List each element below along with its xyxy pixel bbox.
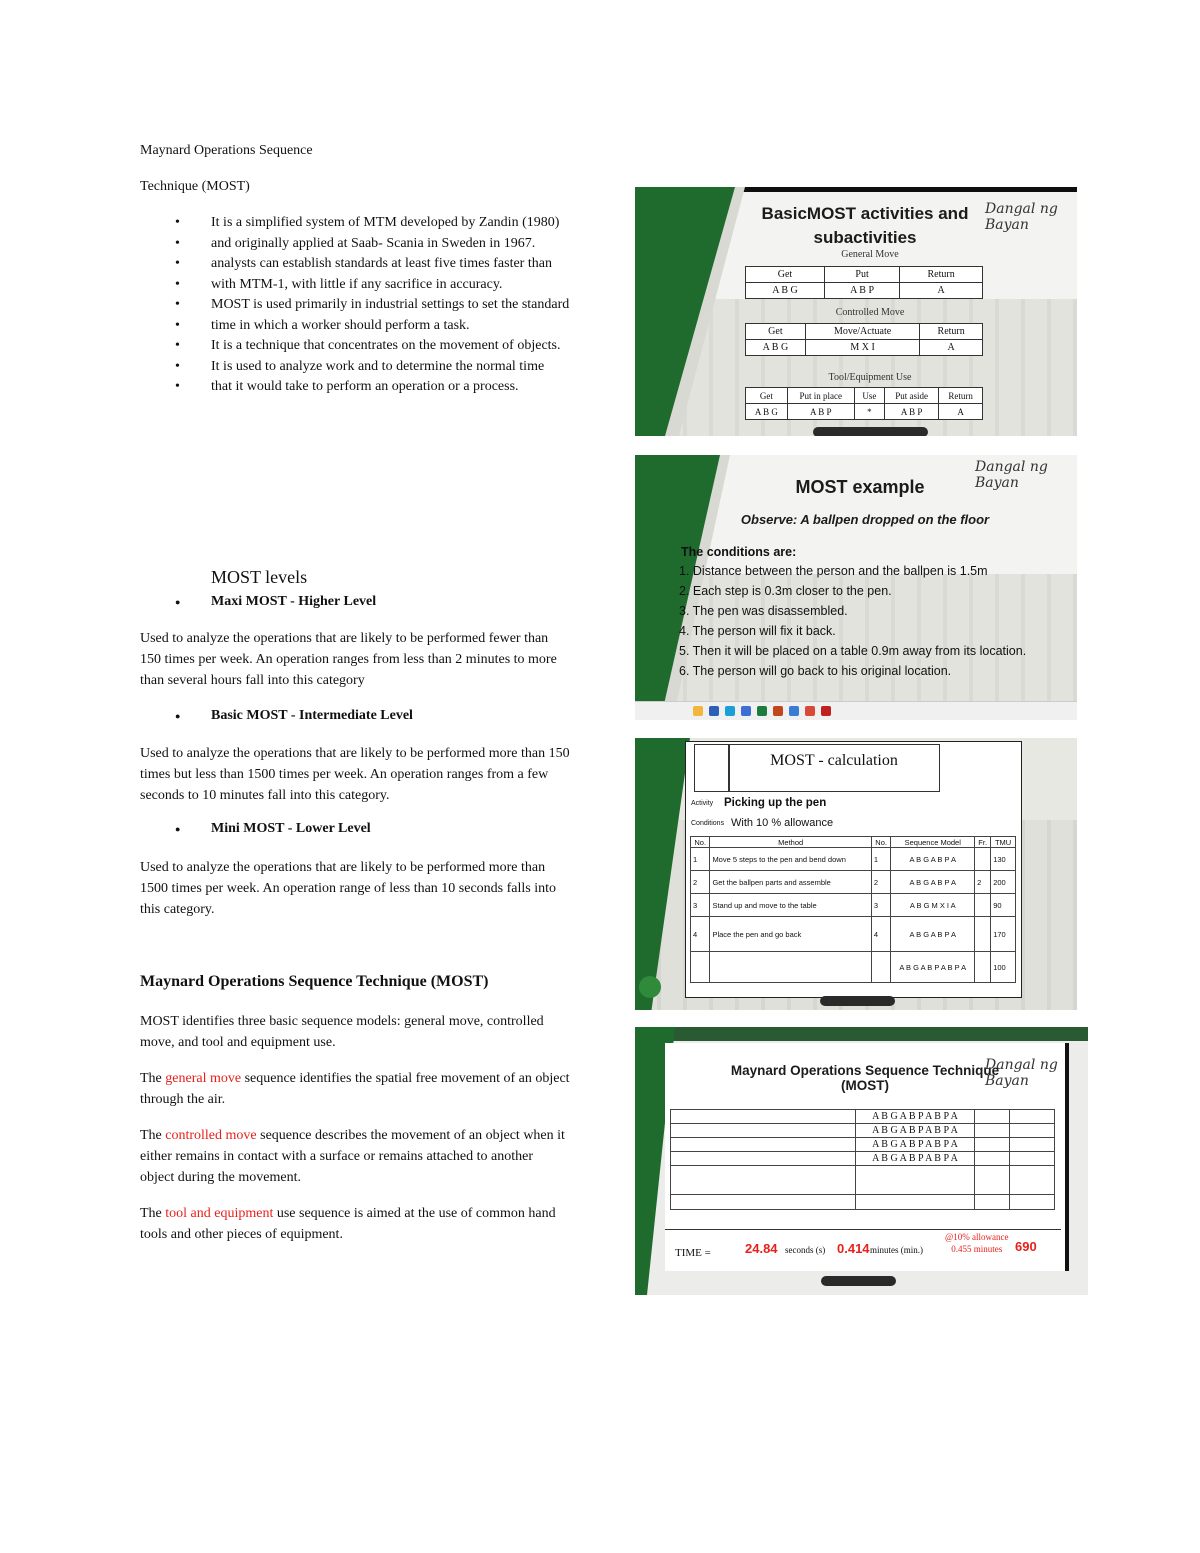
slide-basicmost-activities (635, 187, 1077, 436)
total-tmu: 690 (1015, 1239, 1037, 1254)
table-row: A B G A B P A B P A (671, 1124, 1055, 1138)
bullet-item: • that it would take to perform an operation or a process. (175, 377, 575, 398)
doc-title-line1: Maynard Operations Sequence (140, 143, 313, 158)
seconds-unit: seconds (s) (785, 1245, 826, 1255)
bullet-item: • It is used to analyze work and to determine the normal time (175, 357, 575, 378)
minutes-unit: minutes (min.) (870, 1245, 923, 1255)
sequence-table (690, 836, 1016, 983)
university-seal-icon (639, 976, 661, 998)
table-row (671, 1195, 1055, 1210)
taskbar-powerpoint-icon[interactable] (773, 706, 783, 716)
activity-label: Activity (691, 800, 714, 807)
controlled-move-caption: Controlled Move (835, 307, 905, 318)
bullet-item: • analysts can establish standards at least five times faster than (175, 254, 575, 275)
condition-item: 2. Each step is 0.3m closer to the pen. (679, 584, 892, 598)
activity-value: Picking up the pen (724, 797, 827, 809)
condition-item: 5. Then it will be placed on a table 0.9m away from its location. (679, 644, 1027, 658)
result-sequence-table (670, 1109, 1055, 1210)
time-seconds: 24.84 (745, 1241, 778, 1256)
general-move-term: general move (165, 1071, 242, 1086)
table-row: A B G A B P A B P A 100 (691, 952, 1016, 983)
table-row: 2 Get the ballpen parts and assemble 2 A B G A B P A 2 200 (691, 871, 1016, 894)
slide4-title: Maynard Operations Sequence Technique (MOST) (730, 1063, 1000, 1093)
taskbar-folder-icon[interactable] (693, 706, 703, 716)
conditions-value: With 10 % allowance (731, 817, 834, 829)
basic-most-label: ● Basic MOST - Intermediate Level (175, 708, 413, 724)
tool-equipment-term: tool and equipment (165, 1206, 274, 1221)
time-minutes: 0.414 (837, 1241, 870, 1256)
slide-most-example (635, 455, 1077, 720)
tool-use-caption: Tool/Equipment Use (828, 372, 912, 383)
intro-paragraph: MOST identifies three basic sequence models: general move, controlled move, and tool and equipment use. (140, 1014, 544, 1050)
bullet-item: • with MTM-1, with little if any sacrifice in accuracy. (175, 275, 575, 296)
conditions-label: Conditions (691, 820, 725, 827)
condition-item: 3. The pen was disassembled. (679, 604, 848, 618)
controlled-move-table: Get Move/Actuate Return A B G M X I A (745, 323, 983, 356)
slide2-conditions-list (679, 564, 1026, 684)
slide3-presentation-controls[interactable] (820, 996, 895, 1006)
slide2-title: MOST example (795, 477, 925, 497)
most-levels-heading: MOST levels (211, 567, 308, 587)
table-row: A B G A B P A B P A (671, 1138, 1055, 1152)
table-header-row: No. Method No. Sequence Model Fr. TMU (691, 837, 1016, 848)
tool-use-table: Get Put in place Use Put aside Return A B G A B P * A B P A (745, 387, 983, 420)
taskbar-app-icon[interactable] (709, 706, 719, 716)
intro-bullet-list (175, 213, 575, 398)
calculation-sheet (685, 741, 1022, 998)
table-row: A B G A B P A B P A (671, 1152, 1055, 1166)
table-row: 1 Move 5 steps to the pen and bend down 1 A B G A B P A 130 (691, 848, 1016, 871)
condition-item: 1. Distance between the person and the ballpen is 1.5m (679, 564, 988, 578)
sheet-arrow-icon (694, 744, 730, 792)
table-row: 4 Place the pen and go back 4 A B G A B P A 170 (691, 917, 1016, 952)
slide2-subtitle: Observe: A ballpen dropped on the floor (740, 512, 990, 527)
doc-title-line2: Technique (MOST) (140, 179, 250, 194)
general-move-table: Get Put Return A B G A B P A (745, 266, 983, 299)
slide1-title: BasicMOST activities and subactivities (761, 204, 969, 247)
basic-most-text: Used to analyze the operations that are likely to be performed more than 150 times but less than 1500 times per week. An operation ranges from a few seconds to 10 minutes fall into this category. (140, 746, 570, 803)
taskbar-word-icon[interactable] (741, 706, 751, 716)
controlled-move-paragraph: The controlled move sequence describes the movement of an object when it either remains in contact with a surface or remains attached to another object during the movement. (140, 1128, 565, 1185)
windows-taskbar (635, 701, 1077, 720)
bullet-item: • It is a simplified system of MTM developed by Zandin (1980) (175, 213, 575, 234)
general-move-caption: General Move (841, 249, 899, 260)
slide1-presentation-controls[interactable] (813, 427, 928, 436)
slide4-logo: Dangal ng Bayan (985, 1057, 1058, 1089)
slide-most-result (635, 1027, 1088, 1295)
mini-most-text: Used to analyze the operations that are likely to be performed more than 1500 times per week. An operation range of less than 10 seconds falls into this category. (140, 860, 557, 917)
condition-item: 4. The person will fix it back. (679, 624, 836, 638)
table-row (671, 1166, 1055, 1195)
slide2-logo: Dangal ng Bayan (975, 459, 1048, 491)
maxi-most-text: Used to analyze the operations that are likely to be performed fewer than 150 times per week. An operation ranges from less than 2 minutes to more than several hours fall into this category (140, 631, 557, 688)
maxi-most-label: ● Maxi MOST - Higher Level (175, 594, 376, 610)
bullet-item: • MOST is used primarily in industrial settings to set the standard (175, 295, 575, 316)
table-row: A B G A B P A B P A (671, 1110, 1055, 1124)
result-panel (665, 1043, 1069, 1271)
controlled-move-term: controlled move (165, 1128, 257, 1143)
taskbar-chrome-icon[interactable] (789, 706, 799, 716)
taskbar-misc-icon[interactable] (821, 706, 831, 716)
bullet-item: • It is a technique that concentrates on the movement of objects. (175, 336, 575, 357)
slide1-logo: Dangal ng Bayan (985, 201, 1058, 233)
slide2-conditions-label: The conditions are: (681, 545, 797, 559)
mini-most-label: ● Mini MOST - Lower Level (175, 821, 371, 837)
taskbar-edge-icon[interactable] (725, 706, 735, 716)
general-move-paragraph: The general move sequence identifies the spatial free movement of an object through the air. (140, 1071, 570, 1107)
bullet-item: • and originally applied at Saab- Scania in Sweden in 1967. (175, 234, 575, 255)
taskbar-browser-icon[interactable] (805, 706, 815, 716)
taskbar-excel-icon[interactable] (757, 706, 767, 716)
section-heading: Maynard Operations Sequence Technique (MOST) (140, 973, 489, 990)
table-row: 3 Stand up and move to the table 3 A B G M X I A 90 (691, 894, 1016, 917)
sheet-title: MOST - calculation (728, 744, 940, 792)
bullet-item: • time in which a worker should perform a task. (175, 316, 575, 337)
time-label: TIME = (675, 1247, 711, 1259)
slide-most-calculation (635, 738, 1077, 1010)
tool-equipment-paragraph: The tool and equipment use sequence is aimed at the use of common hand tools and other pieces of equipment. (140, 1206, 556, 1242)
slide4-presentation-controls[interactable] (821, 1276, 896, 1286)
allowance-note: @10% allowance 0.455 minutes (945, 1232, 1009, 1254)
condition-item: 6. The person will go back to his original location. (679, 664, 952, 678)
